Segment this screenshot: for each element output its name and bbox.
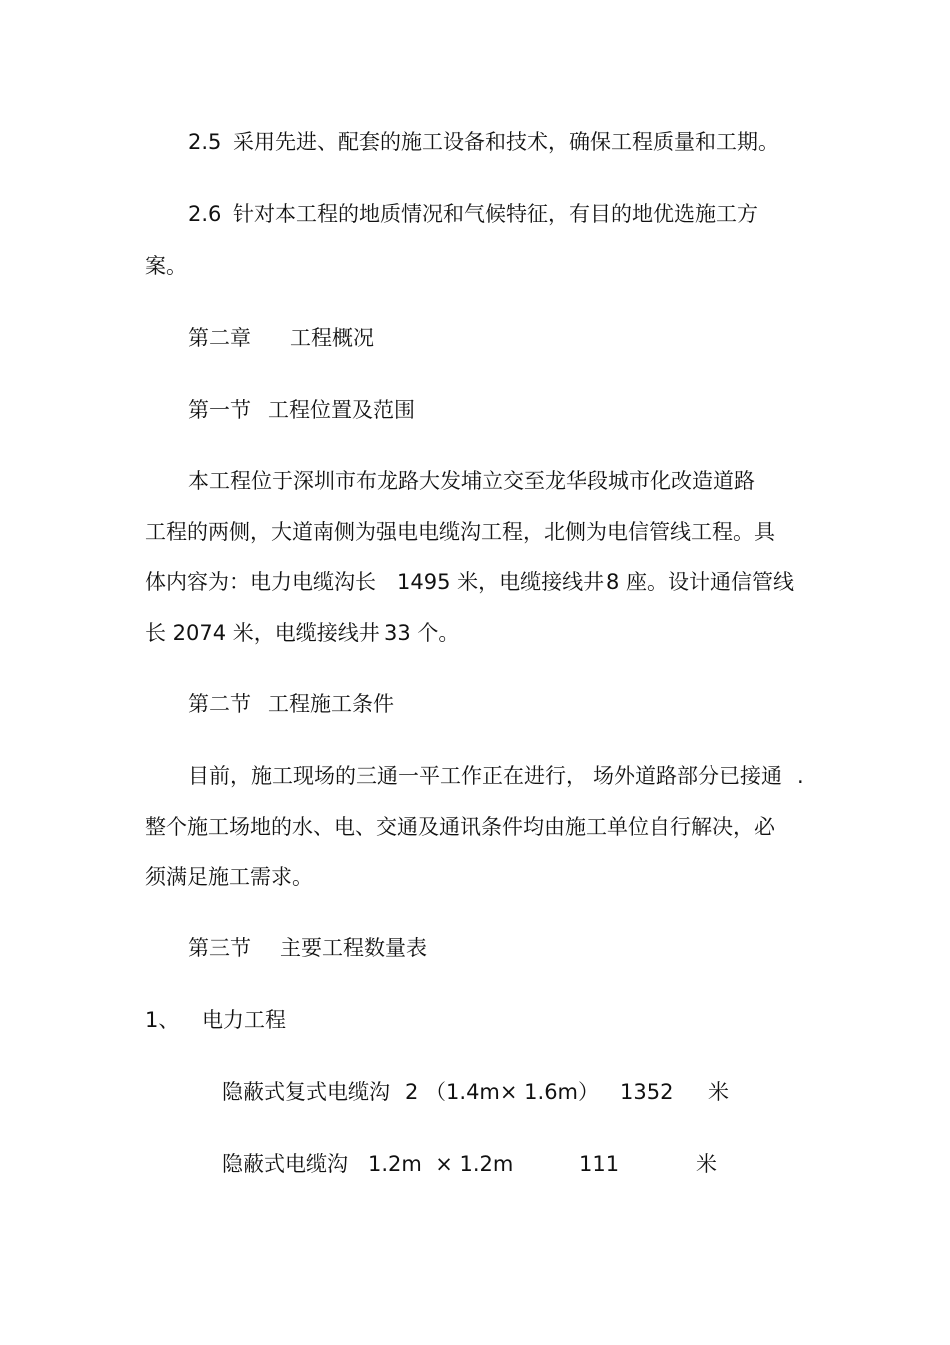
section1-title: 工程位置及范围 (268, 398, 415, 422)
section2-body-line3: 须满足施工需求。 (145, 865, 313, 889)
item-2-6-text-line1: 针对本工程的地质情况和气候特征，有目的地优选施工方 (233, 202, 758, 226)
section1-body-line3a: 体内容为：电力电缆沟长 (145, 570, 376, 594)
quantity-row-2-unit: 米 (696, 1152, 717, 1176)
quantity-row-1-name: 隐蔽式复式电缆沟 (222, 1080, 390, 1104)
item-2-5-text: 采用先进、配套的施工设备和技术，确保工程质量和工期。 (233, 130, 779, 154)
item-2-5-number: 2.5 (188, 130, 222, 154)
quantity-row-1-spec: 2 （1.4m× 1.6m） (405, 1080, 600, 1104)
section1-body-line4a: 长 2074 米，电缆接线井 (145, 621, 380, 645)
section3-title: 主要工程数量表 (280, 936, 427, 960)
section1-body-line4b: 33 个。 (384, 621, 460, 645)
list1-number: 1、 (145, 1008, 180, 1032)
section2-body-line1b: 场外道路部分已接通 (593, 764, 782, 788)
section3-label: 第三节 (188, 936, 251, 960)
section2-body-line1a: 目前，施工现场的三通一平工作正在进行， (188, 764, 587, 788)
list1-title: 电力工程 (202, 1008, 286, 1032)
chapter-title: 工程概况 (290, 326, 374, 350)
item-2-6-number: 2.6 (188, 202, 222, 226)
section1-body-line1: 本工程位于深圳市布龙路大发埔立交至龙华段城市化改造道路 (188, 469, 755, 493)
quantity-row-1-qty: 1352 (620, 1080, 674, 1104)
section2-body-line1c: . (797, 764, 804, 788)
section2-body-line2: 整个施工场地的水、电、交通及通讯条件均由施工单位自行解决，必 (145, 815, 775, 839)
item-2-6-text-line2: 案。 (145, 254, 187, 278)
section1-body-line3b: 1495 米，电缆接线井 (397, 570, 605, 594)
section1-body-line3c: 8 座。设计通信管线 (606, 570, 795, 594)
section2-title: 工程施工条件 (268, 692, 394, 716)
section2-label: 第二节 (188, 692, 251, 716)
quantity-row-2-qty: 111 (579, 1152, 620, 1176)
section1-label: 第一节 (188, 398, 251, 422)
section1-body-line2: 工程的两侧，大道南侧为强电电缆沟工程，北侧为电信管线工程。具 (145, 520, 775, 544)
quantity-row-2-name: 隐蔽式电缆沟 (222, 1152, 348, 1176)
quantity-row-1-unit: 米 (708, 1080, 729, 1104)
chapter-label: 第二章 (188, 326, 251, 350)
quantity-row-2-spec: 1.2m × 1.2m (368, 1152, 514, 1176)
